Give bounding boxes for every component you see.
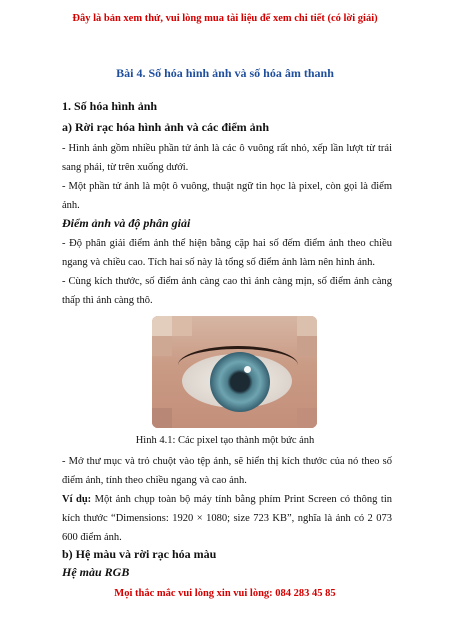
contact-banner: Mọi thắc mắc vui lòng xin vui lòng: 084 283 45 85	[114, 588, 336, 599]
preview-notice-banner: Đây là bản xem thử, vui lòng mua tài liệu để xem chi tiết (có lời giải)	[72, 13, 378, 24]
example-text: Một ảnh chụp toàn bộ máy tính bằng phím Print Screen có thông tin kích thước “Dimensions: 1920 × 1080; size 723 KB”, nghĩa là ảnh có 2 073 600 điểm ảnh.	[62, 494, 392, 543]
figure-caption: Hình 4.1: Các pixel tạo thành một bức ảnh	[135, 435, 315, 446]
paragraph-smoothness: - Cùng kích thước, số điểm ảnh càng cao thì ảnh càng mịn, số điểm ảnh càng thấp thì ảnh càng thô.	[62, 276, 392, 306]
paragraph-pixel-definition: - Một phần tử ảnh là một ô vuông, thuật ngữ tin học là pixel, còn gọi là điểm ảnh.	[62, 181, 392, 211]
paragraph-file-dimensions: - Mở thư mục và trỏ chuột vào tệp ảnh, sẽ hiển thị kích thước của nó theo số điểm ảnh, tính theo chiều ngang và cao ảnh.	[62, 456, 392, 486]
section-1b-heading: b) Hệ màu và rời rạc hóa màu	[62, 547, 217, 561]
subheading-rgb: Hệ màu RGB	[62, 565, 130, 579]
paragraph-pixels-grid: - Hình ảnh gồm nhiều phần tử ảnh là các ô vuông rất nhỏ, xếp lần lượt từ trái sang phải, từ trên xuống dưới.	[62, 143, 392, 173]
pixelated-eye-image	[152, 316, 317, 428]
subheading-resolution: Điểm ảnh và độ phân giải	[62, 216, 191, 230]
example-label: Ví dụ:	[62, 494, 92, 505]
paragraph-example	[62, 490, 392, 547]
paragraph-resolution: - Độ phân giải điểm ảnh thể hiện bằng cặp hai số đếm điểm ảnh theo chiều ngang và chiều cao. Tích hai số này là tổng số điểm ảnh làm nên hình ảnh.	[62, 238, 392, 268]
section-1a-heading: a) Rời rạc hóa hình ảnh và các điểm ảnh	[62, 120, 269, 134]
lesson-title: Bài 4. Số hóa hình ảnh và số hóa âm thanh	[116, 66, 334, 80]
section-1-heading: 1. Số hóa hình ảnh	[62, 99, 158, 113]
